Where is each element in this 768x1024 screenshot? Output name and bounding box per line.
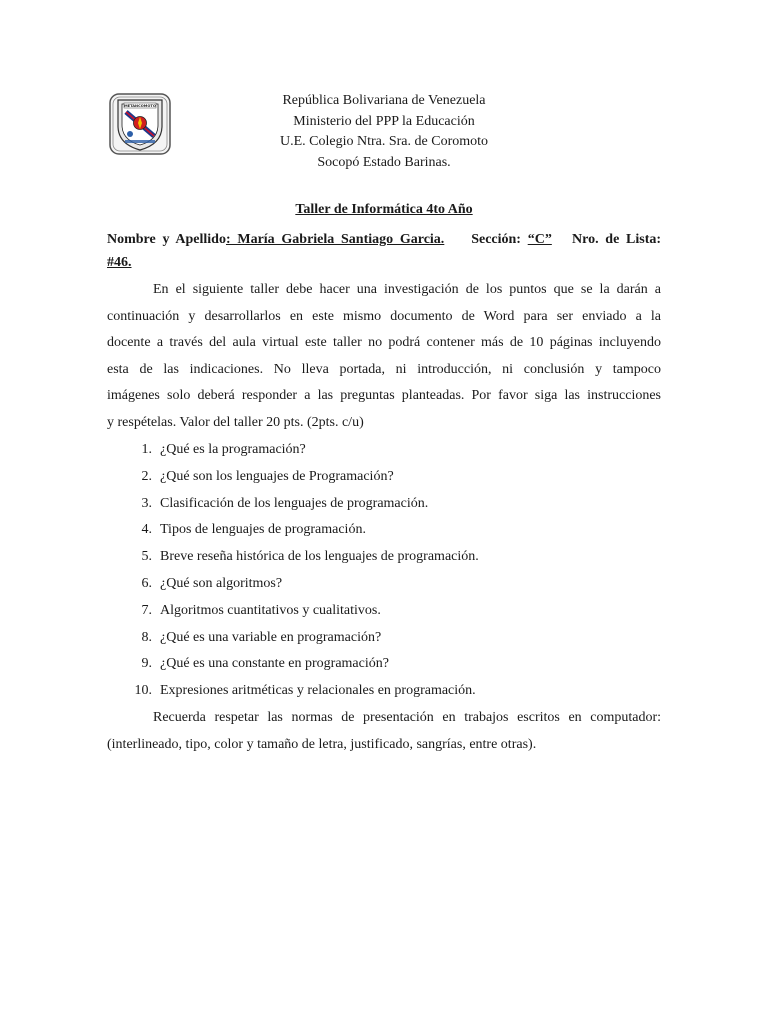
item-number: 4. [141, 522, 152, 538]
header-school: U.E. Colegio Ntra. Sra. de Coromoto [279, 134, 489, 149]
questions-list [107, 437, 661, 705]
item-number: 5. [141, 549, 152, 565]
closing-line: (interlineado, tipo, color y tamaño de letra, justificado, sangrías, entre otras). [107, 736, 537, 752]
item-text: ¿Qué son los lenguajes de Programación? [160, 468, 394, 484]
item-number: 9. [141, 656, 152, 672]
item-text: Expresiones aritméticas y relacionales en programación. [160, 683, 476, 699]
list-item [107, 651, 661, 678]
intro-paragraph [107, 277, 661, 437]
closing-paragraph [107, 705, 661, 758]
list-item [107, 544, 661, 571]
list-item [107, 437, 661, 464]
item-text: ¿Qué son algoritmos? [160, 575, 283, 591]
list-item [107, 598, 661, 625]
list-item [107, 678, 661, 705]
student-info-line [107, 226, 661, 253]
header-ministry: Ministerio del PPP la Educación [293, 113, 475, 129]
header-republic: República Bolivariana de Venezuela [282, 93, 486, 108]
school-crest-icon [108, 92, 172, 156]
list-number: #46. [107, 255, 132, 270]
document-title: Taller de Informática 4to Año [295, 202, 473, 217]
item-text: Clasificación de los lenguajes de programación. [160, 495, 429, 511]
section-value: “C” [527, 232, 552, 247]
header-location: Socopó Estado Barinas. [317, 154, 451, 170]
name-value: : María Gabriela Santiago Garcia. [225, 232, 445, 247]
item-text: ¿Qué es la programación? [160, 442, 306, 457]
intro-line: imágenes solo deberá responder a las preguntas planteadas. Por favor siga las instrucciones [107, 388, 661, 404]
intro-line: docente a través del aula virtual este taller no podrá contener más de 10 páginas incluyendo [107, 335, 661, 351]
crest-text: METANCOMOTO [124, 104, 156, 109]
list-item [107, 571, 661, 598]
item-number: 7. [141, 602, 152, 618]
item-number: 3. [141, 495, 152, 511]
intro-line: En el siguiente taller debe hacer una investigación de los puntos que se la darán a [153, 282, 661, 297]
name-label: Nombre y Apellido [107, 232, 226, 247]
list-item [107, 625, 661, 652]
letterhead [180, 91, 588, 173]
item-text: ¿Qué es una constante en programación? [160, 656, 389, 672]
list-label: Nro. de Lista: [572, 232, 662, 247]
item-number: 8. [141, 629, 152, 645]
item-text: ¿Qué es una variable en programación? [160, 629, 382, 645]
section-label: Sección: [471, 232, 521, 247]
intro-line: continuación y desarrollarlos en este mismo documento de Word para ser enviado a la [107, 308, 661, 324]
item-text: Breve reseña histórica de los lenguajes de programación. [160, 549, 479, 565]
list-item [107, 464, 661, 491]
item-number: 2. [141, 468, 152, 484]
item-text: Tipos de lenguajes de programación. [160, 522, 366, 538]
list-item [107, 491, 661, 518]
closing-line: Recuerda respetar las normas de presentación en trabajos escritos en computador: [153, 710, 661, 725]
item-number: 6. [141, 575, 152, 591]
item-number: 10. [134, 683, 152, 699]
intro-line: y respételas. Valor del taller 20 pts. (2pts. c/u) [107, 414, 364, 430]
item-text: Algoritmos cuantitativos y cualitativos. [160, 602, 381, 618]
list-item [107, 517, 661, 544]
intro-line: esta de las indicaciones. No lleva portada, ni introducción, ni conclusión y tampoco [107, 361, 661, 377]
item-number: 1. [141, 442, 152, 457]
